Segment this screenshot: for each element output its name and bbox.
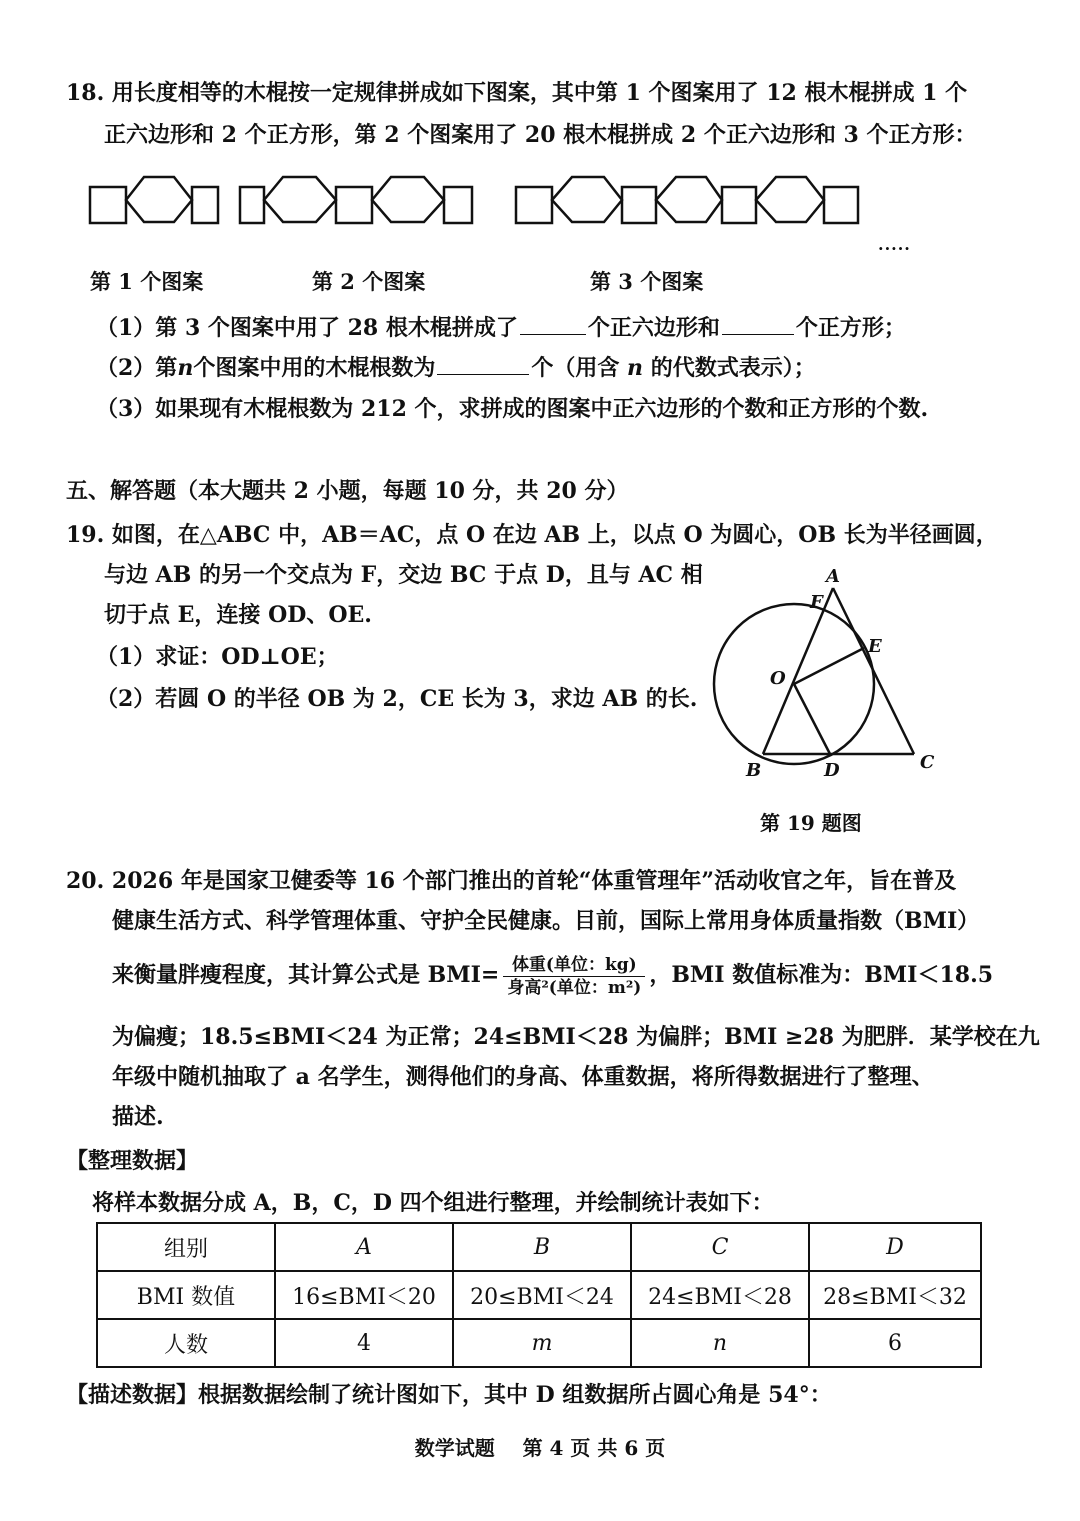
table-cell: 6 — [809, 1319, 981, 1367]
table-cell: 20≤BMI＜24 — [453, 1271, 631, 1319]
q20-line2: 健康生活方式、科学管理体重、守护全民健康。目前，国际上常用身体质量指数（BMI） — [112, 908, 980, 934]
q18-pattern-1 — [90, 177, 218, 223]
q18-pattern-figures — [0, 160, 1080, 260]
q18-caption-3: 第 3 个图案 — [590, 269, 704, 294]
hexagon — [552, 177, 622, 222]
q20-line3-text-a: 来衡量胖瘦程度，其计算公式是 BMI= — [112, 962, 500, 988]
hexagon — [372, 177, 444, 222]
page-footer — [0, 1432, 1080, 1461]
table-cell: n — [631, 1319, 809, 1367]
q18-part2-text-b: 个图案中用的木棍根数为 — [193, 355, 436, 381]
label-f: F — [810, 592, 823, 613]
q20-line6: 描述. — [112, 1104, 164, 1130]
q18-part2-text-e: 的代数式表示）； — [650, 355, 816, 381]
hexagon — [126, 177, 192, 222]
q19-part2: （2）若圆 O 的半径 OB 为 2，CE 长为 3，求边 AB 的长. — [96, 686, 698, 712]
square — [240, 187, 264, 223]
q18-blank-hexagons[interactable] — [520, 312, 586, 335]
label-e: E — [868, 636, 882, 657]
q18-part2-text-a: （2）第 — [96, 355, 178, 381]
q18-blank-squares[interactable] — [722, 312, 794, 335]
square — [444, 187, 472, 223]
q19-part1: （1）求证：OD⊥OE； — [96, 644, 339, 670]
square — [824, 187, 858, 223]
table-cell: A — [275, 1223, 453, 1271]
table-cell: B — [453, 1223, 631, 1271]
footer-subject: 数学试题 — [414, 1436, 495, 1460]
table-row — [97, 1271, 981, 1319]
q20-organize-text: 将样本数据分成 A，B，C，D 四个组进行整理，并绘制统计表如下： — [92, 1190, 774, 1216]
table-cell: 组别 — [97, 1223, 275, 1271]
q18-ellipsis: ····· — [878, 239, 911, 258]
table-cell: D — [809, 1223, 981, 1271]
section5-title: 五、解答题（本大题共 2 小题，每题 10 分，共 20 分） — [66, 478, 629, 504]
hexagon — [656, 177, 722, 222]
q19-figure-caption: 第 19 题图 — [760, 811, 862, 835]
q18-part2-var-n: n — [177, 355, 194, 381]
bmi-formula-fraction — [503, 954, 645, 999]
q18-pattern-3 — [516, 177, 858, 223]
q20-describe — [66, 1380, 832, 1410]
footer-page-number: 第 4 页 共 6 页 — [522, 1436, 666, 1460]
q19-line3: 切于点 E，连接 OD、OE. — [104, 602, 372, 628]
q18-caption-2: 第 2 个图案 — [312, 269, 426, 294]
q20-line3 — [112, 950, 993, 1000]
table-cell: 4 — [275, 1319, 453, 1367]
table-cell: C — [631, 1223, 809, 1271]
bmi-stat-table — [96, 1222, 982, 1368]
table-cell: 28≤BMI＜32 — [809, 1271, 981, 1319]
hexagon — [756, 177, 824, 222]
q19-line2: 与边 AB 的另一个交点为 F，交边 BC 于点 D，且与 AC 相 — [104, 562, 703, 588]
q20-organize-title: 【整理数据】 — [66, 1148, 199, 1174]
q20-line1: 20. 2026 年是国家卫健委等 16 个部门推出的首轮“体重管理年”活动收官之年，旨在普及 — [66, 868, 957, 894]
square — [90, 187, 126, 223]
segment-od — [794, 684, 830, 754]
q18-line1: 18. 用长度相等的木棍按一定规律拼成如下图案，其中第 1 个图案用了 12 根木棍拼成 1 个 — [66, 80, 968, 106]
label-a: A — [826, 566, 840, 587]
square — [516, 187, 552, 223]
label-d: D — [824, 760, 840, 781]
label-c: C — [920, 752, 935, 773]
q20-line3-text-b: ，BMI 数值标准为：BMI＜18.5 — [649, 962, 994, 988]
q20-line5: 年级中随机抽取了 a 名学生，测得他们的身高、体重数据，将所得数据进行了整理、 — [112, 1064, 934, 1090]
square — [192, 187, 218, 223]
q20-line4: 为偏瘦；18.5≤BMI＜24 为正常；24≤BMI＜28 为偏胖；BMI ≥28 为肥胖．某学校在九 — [112, 1024, 1040, 1050]
q18-part2 — [96, 352, 816, 383]
q18-part3: （3）如果现有木棍根数为 212 个，求拼成的图案中正六边形的个数和正方形的个数. — [96, 396, 929, 422]
q18-part1-text-a: （1）第 3 个图案中用了 28 根木棍拼成了 — [96, 315, 518, 341]
hexagon — [264, 177, 336, 222]
table-cell: m — [453, 1319, 631, 1367]
table-row — [97, 1319, 981, 1367]
q19-line1: 19. 如图，在△ABC 中，AB＝AC，点 O 在边 AB 上，以点 O 为圆心，OB 长为半径画圆， — [66, 522, 998, 548]
q18-part1-text-b: 个正六边形和 — [587, 315, 720, 341]
q18-caption-1: 第 1 个图案 — [90, 269, 204, 294]
q20-describe-text: 根据数据绘制了统计图如下，其中 D 组数据所占圆心角是 54°： — [198, 1382, 832, 1408]
label-b: B — [746, 760, 762, 781]
square — [622, 187, 656, 223]
q18-part2-text-c: 个（用含 — [531, 355, 620, 381]
q18-part1-text-c: 个正方形； — [795, 315, 906, 341]
q20-describe-title: 【描述数据】 — [66, 1382, 199, 1408]
square — [336, 187, 372, 223]
square — [722, 187, 756, 223]
label-o: O — [770, 668, 786, 689]
table-cell: BMI 数值 — [97, 1271, 275, 1319]
segment-ac — [833, 588, 914, 754]
q18-line2: 正六边形和 2 个正方形，第 2 个图案用了 20 根木棍拼成 2 个正六边形和 3 个正方形： — [104, 122, 977, 148]
table-cell: 16≤BMI＜20 — [275, 1271, 453, 1319]
q18-blank-expression[interactable] — [437, 352, 529, 375]
q18-part2-var-n2: n — [627, 355, 644, 381]
table-row — [97, 1223, 981, 1271]
table-cell: 24≤BMI＜28 — [631, 1271, 809, 1319]
table-cell: 人数 — [97, 1319, 275, 1367]
q19-figure — [700, 562, 960, 802]
q18-part1 — [96, 312, 906, 343]
bmi-formula-numerator: 体重(单位：kg) — [503, 954, 645, 977]
q18-pattern-2 — [240, 177, 472, 223]
bmi-formula-denominator: 身高²(单位：m²) — [507, 977, 642, 998]
